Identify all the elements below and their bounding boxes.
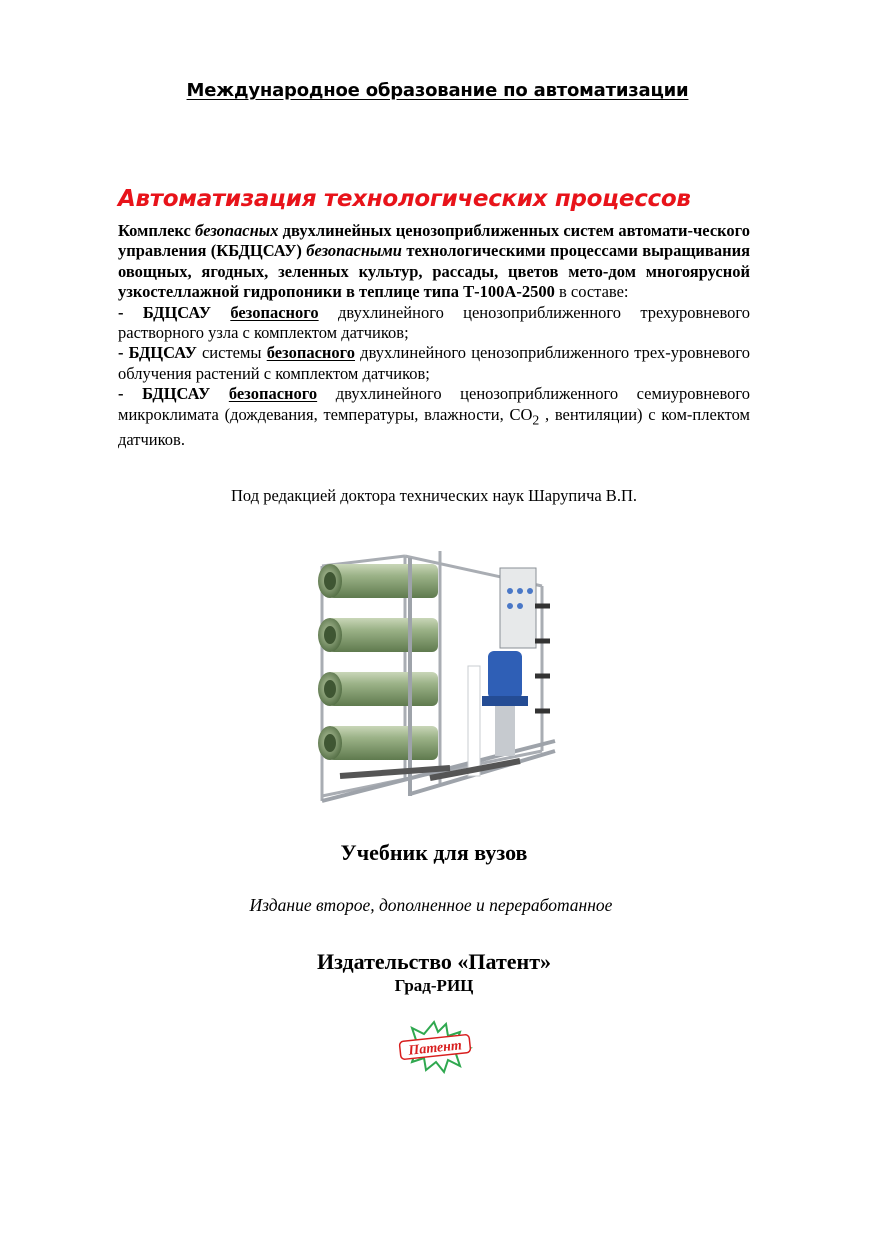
list-item: - БДЦСАУ безопасного двухлинейного ценозоприближенного семиуровневого микроклимата (дождевания, температуры, влажности, $СО_2$ , вентиляции) с ком-плектом датчиков. — [118, 384, 751, 450]
intro-word-1: Комплекс — [118, 221, 191, 240]
publisher-city: Град-РИЦ — [394, 976, 474, 995]
page-header: Международное образование по автоматизации — [186, 80, 689, 101]
membrane-tubes — [318, 564, 438, 760]
intro-paragraph — [118, 221, 750, 303]
intro-word-4: безопасными — [306, 241, 402, 261]
description-text — [118, 221, 750, 451]
list-item: - БДЦСАУ системы безопасного двухлинейного ценозоприближенного трех-уровневого облучения растений с комплектом датчиков; — [118, 343, 751, 383]
equipment-photo — [310, 546, 556, 814]
book-type: Учебник для вузов — [340, 840, 528, 865]
edition-note: Издание второе, дополненное и переработанное — [249, 895, 613, 915]
logo-text: Патент — [407, 1038, 463, 1059]
intro-word-3: двухлинейных ценозоприближенных систем автомати-ческого управления (КБДЦСАУ) — [118, 221, 751, 261]
editor-line: Под редакцией доктора технических наук Шарупича В.П. — [231, 486, 637, 505]
book-title: Автоматизация технологических процессов — [118, 186, 691, 212]
intro-word-6: в составе: — [558, 282, 629, 302]
publisher-name: Издательство «Патент» — [316, 949, 552, 974]
list-item: - БДЦСАУ безопасного двухлинейного ценозоприближенного трехуровневого растворного узла с комплектом датчиков; — [118, 302, 750, 343]
intro-word-2: безопасных — [195, 221, 279, 240]
publisher-logo — [394, 1018, 476, 1074]
intro-word-5: технологическими процессами выращивания овощных, ягодных, зеленных культур, рассады, цветов мето-дом многоярусной узкостеллажной гидропоники в теплице типа Т-100А-2500 — [118, 241, 751, 302]
